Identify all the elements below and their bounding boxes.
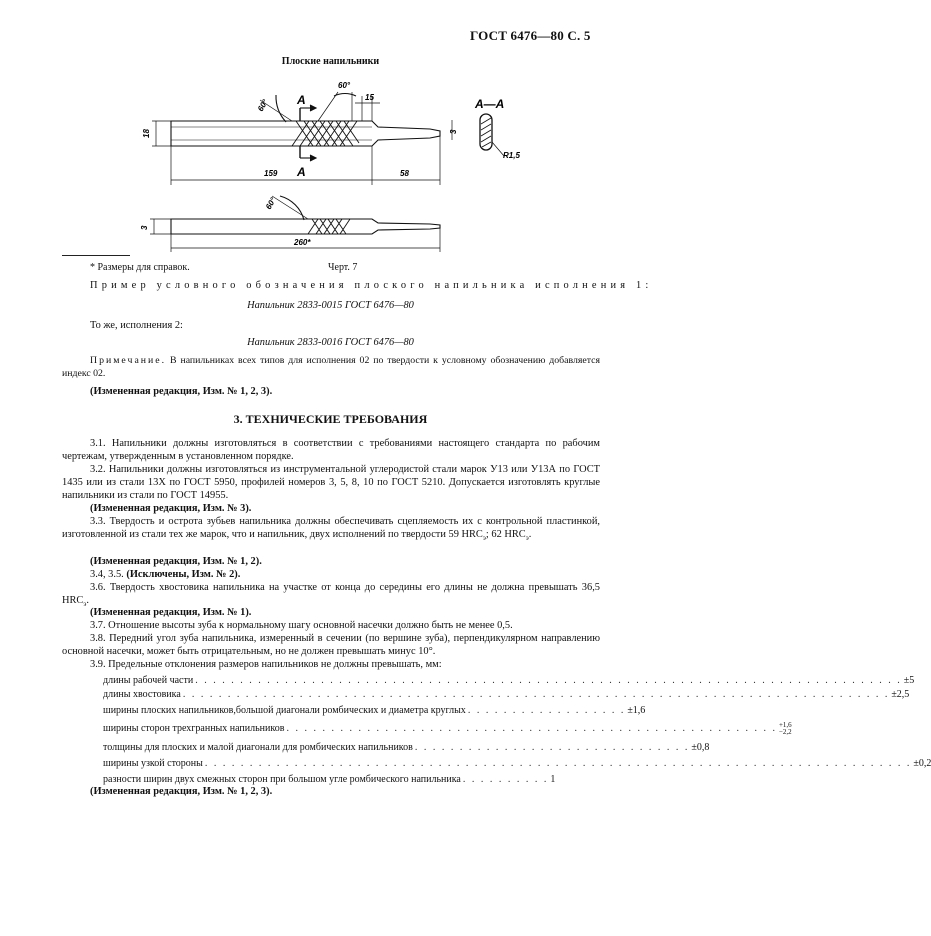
leader-dots: . . . . . . . . . . . . . . . . . . <box>467 705 626 716</box>
dim-height-18: 18 <box>142 129 151 138</box>
tolerance-value: ±5 <box>903 675 915 686</box>
tolerance-row <box>103 721 792 736</box>
tolerance-label: длины хвостовика <box>103 689 181 700</box>
example-2: Напильник 2833-0016 ГОСТ 6476—80 <box>247 337 414 348</box>
para-3-2: 3.2. Напильники должны изготовляться из инструментальной углеродистой стали марок У13 или У13А по ГОСТ 1435 или из стали 13Х по ГОСТ 5950, профилей номеров 3, 5, 8, 10 по ГОСТ 5210. Допускается изготовлять круглые напильники из стали по ГОСТ 14955. <box>62 464 600 501</box>
dim-len-159: 159 <box>264 169 278 178</box>
dim-height-3: 3 <box>449 129 458 134</box>
dim-radius: R1,5 <box>503 151 520 160</box>
example-1: Напильник 2833-0015 ГОСТ 6476—80 <box>247 300 414 311</box>
footnote-rule <box>62 255 130 256</box>
dim-angle-lower: 60° <box>263 196 278 211</box>
tolerance-label: ширины плоских напильников,большой диагонали ромбических и диаметра круглых <box>103 705 466 716</box>
section-title: 3. ТЕХНИЧЕСКИЕ ТРЕБОВАНИЯ <box>233 412 428 426</box>
tolerance-row <box>103 758 931 772</box>
dim-total-260: 260* <box>294 238 311 247</box>
tolerance-row <box>103 742 710 756</box>
amend-final: (Измененная редакция, Изм. № 1, 2, 3). <box>90 786 273 797</box>
para-3-7: 3.7. Отношение высоты зуба к нормальному шагу основной насечки должно быть не менее 0,5. <box>90 620 513 631</box>
para-3-9: 3.9. Предельные отклонения размеров напильников не должны превышать, мм: <box>90 659 442 670</box>
tolerance-label: длины рабочей части <box>103 675 194 686</box>
tolerance-upper: +1,6 <box>778 721 792 729</box>
leader-dots: . . . . . . . . . . . . . . . . . . . . . . . . . . . . . . . . . . . . . . . . . . . . . . . . . . . . . . . <box>286 723 777 735</box>
hrc-sub-3: э <box>83 600 87 609</box>
file-drawing <box>0 0 661 260</box>
tolerance-label: ширины сторон трехгранных напильников <box>103 723 285 735</box>
leader-dots: . . . . . . . . . . . . . . . . . . . . . . . . . . . . . . . . . . . . . . . . . . . . . . . . . . . . . . . . . . . . . . . . . . . . . . . . . . . . . . . <box>195 675 902 686</box>
tolerance-row <box>103 705 646 719</box>
dim-angle-top: 60° <box>338 81 351 90</box>
dim-len-58: 58 <box>400 169 409 178</box>
tolerance-label: толщины для плоских и малой диагонали для ромбических напильников <box>103 742 413 753</box>
cut-label-bottom: А <box>297 165 306 179</box>
note-text: В напильниках всех типов для исполнения 02 по твердости к условному обозначению добавляется индекс 02. <box>62 355 601 379</box>
footnote: * Размеры для справок. <box>90 262 190 273</box>
leader-dots: . . . . . . . . . . . . . . . . . . . . . . . . . . . . . . . <box>414 742 690 753</box>
para-3-3-a: 3.3. Твердость и острота зубьев напильника должны обеспечивать сцепляемость их с контрольной пластинкой, изготовленной из стали тех же марок, что и напильник, двух исполнений по твердости 59 HRC <box>62 516 600 540</box>
para-3-6-c: . <box>86 595 89 606</box>
para-3-8: 3.8. Передний угол зуба напильника, измеренный в сечении (по вершине зуба), перпендикулярном направлению основной насечки, может быть отрицательным, но не должен превышать минус 10°. <box>62 633 600 657</box>
page-header: ГОСТ 6476—80 С. 5 <box>470 28 591 43</box>
amend-3-2: (Измененная редакция, Изм. № 3). <box>90 503 252 514</box>
tolerance-value: ±1,6 <box>627 705 646 716</box>
para-3-4 <box>90 568 240 581</box>
note <box>62 355 600 380</box>
tolerance-value-fraction <box>779 722 792 736</box>
para-3-1: 3.1. Напильники должны изготовляться в соответствии с требованиями настоящего стандарта по рабочим чертежам, утвержденным в установленном порядке. <box>62 438 600 462</box>
para-3-6-a: 3.6. Твердость хвостовика напильника на участке от конца до середины его длины не должна превышать 36,5 HRC <box>62 582 600 606</box>
para-3-4-text: (Исключены, Изм. № 2). <box>126 569 241 580</box>
tolerance-label: разности ширин двух смежных сторон при большом угле ромбического напильника <box>103 774 461 785</box>
example-intro: Пример условного обозначения плоского напильника исполнения 1: <box>90 280 653 291</box>
hrc-sub-2: э <box>525 534 529 543</box>
para-3-3 <box>62 515 600 545</box>
amend-3-6: (Измененная редакция, Изм. № 1). <box>90 607 252 618</box>
para-3-3-c: . <box>528 529 532 540</box>
tolerance-row <box>103 675 915 689</box>
cut-label-top: А <box>297 93 306 107</box>
dim-angle-left: 60° <box>255 98 270 113</box>
tolerance-value: ±0,8 <box>691 742 710 753</box>
hrc-sub-1: э <box>482 534 486 543</box>
figure-title: Плоские напильники <box>281 56 380 67</box>
leader-dots: . . . . . . . . . . . . . . . . . . . . . . . . . . . . . . . . . . . . . . . . . . . . . . . . . . . . . . . . . . . . . . . . . . . . . . . . . . . . . . . <box>204 758 912 769</box>
section-label: А—А <box>475 97 505 111</box>
note-word: Примечание. <box>90 355 167 366</box>
leader-dots: . . . . . . . . . . <box>462 774 549 785</box>
figure-caption: Черт. 7 <box>328 262 358 273</box>
tolerance-lower: −2,2 <box>778 728 792 736</box>
tolerance-label: ширины узкой стороны <box>103 758 203 769</box>
dim-len-15: 15 <box>365 93 374 102</box>
leader-dots: . . . . . . . . . . . . . . . . . . . . . . . . . . . . . . . . . . . . . . . . . . . . . . . . . . . . . . . . . . . . . . . . . . . . . . . . . . . . . . . <box>182 689 890 700</box>
tolerance-value: 1 <box>550 774 556 785</box>
tolerance-value: ±2,5 <box>891 689 910 700</box>
amend-1: (Измененная редакция, Изм. № 1, 2, 3). <box>90 386 273 397</box>
amend-3-3: (Измененная редакция, Изм. № 1, 2). <box>90 556 262 567</box>
tolerance-row <box>103 689 910 703</box>
tolerance-value: ±0,2 <box>913 758 931 769</box>
para-3-4-num: 3.4, 3.5. <box>90 569 124 580</box>
dim-side-3: 3 <box>140 225 149 230</box>
same-text: То же, исполнения 2: <box>90 320 183 331</box>
para-3-3-b: ; 62 HRC <box>485 529 526 540</box>
